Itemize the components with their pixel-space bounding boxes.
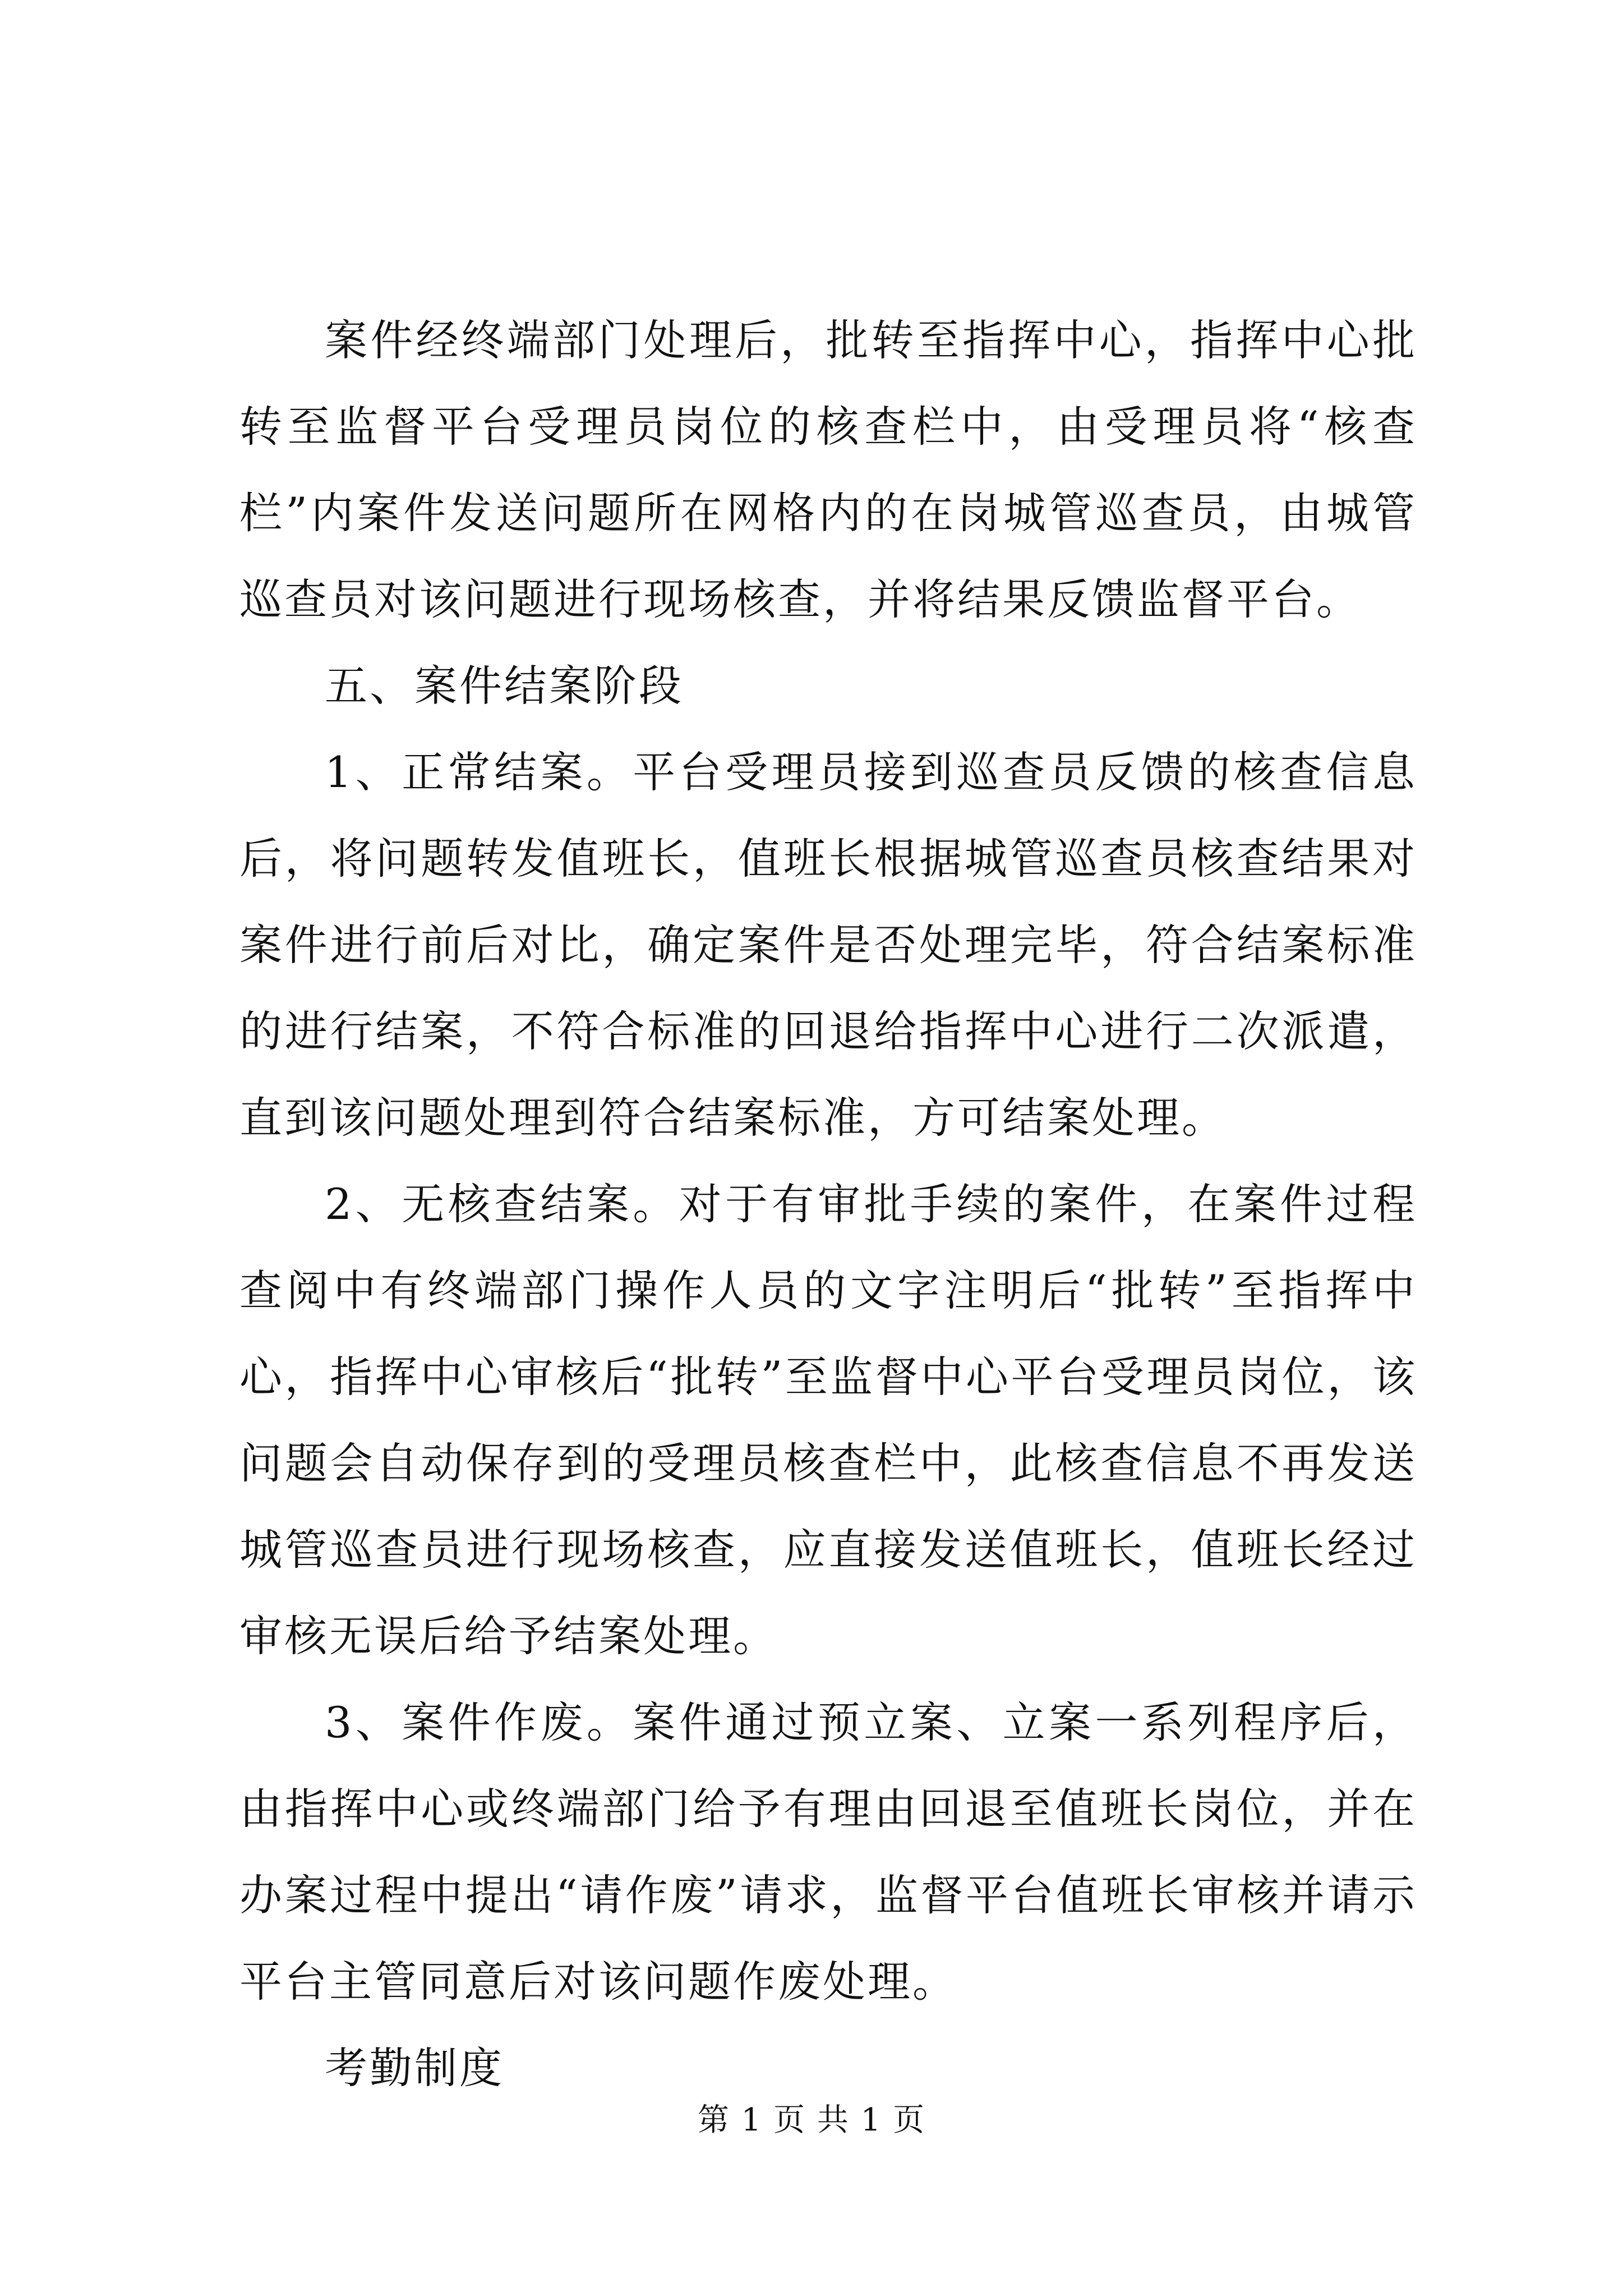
section-heading-closing-stage: 五、案件结案阶段 [325, 661, 684, 711]
paragraph-verification: 案件经终端部门处理后，批转至指挥中心，指挥中心批转至监督平台受理员岗位的核查栏中，由受理员将“核查栏”内案件发送问题所在网格内的在岗城管巡查员，由城管巡查员对该问题进行现场核查，并将结果反馈监督平台。 [239, 315, 1417, 624]
paragraph-no-verification-closing: 2、无核查结案。对于有审批手续的案件，在案件过程查阅中有终端部门操作人员的文字注明后“批转”至指挥中心，指挥中心审核后“批转”至监督中心平台受理员岗位，该问题会自动保存到的受理员核查栏中，此核查信息不再发送城管巡查员进行现场核查，应直接发送值班长，值班长经过审核无误后给予结案处理。 [239, 1179, 1417, 1661]
document-body [239, 297, 1417, 2111]
paragraph-normal-closing: 1、正常结案。平台受理员接到巡查员反馈的核查信息后，将问题转发值班长，值班长根据城管巡查员核查结果对案件进行前后对比，确定案件是否处理完毕，符合结案标准的进行结案，不符合标准的回退给指挥中心进行二次派遣，直到该问题处理到符合结案标准，方可结案处理。 [239, 747, 1417, 1143]
page-number-footer: 第 1 页 共 1 页 [697, 2102, 926, 2138]
section-heading-attendance: 考勤制度 [325, 2043, 504, 2093]
paragraph-case-void: 3、案件作废。案件通过预立案、立案一系列程序后，由指挥中心或终端部门给予有理由回退至值班长岗位，并在办案过程中提出“请作废”请求，监督平台值班长审核并请示平台主管同意后对该问题作废处理。 [239, 1697, 1417, 2007]
